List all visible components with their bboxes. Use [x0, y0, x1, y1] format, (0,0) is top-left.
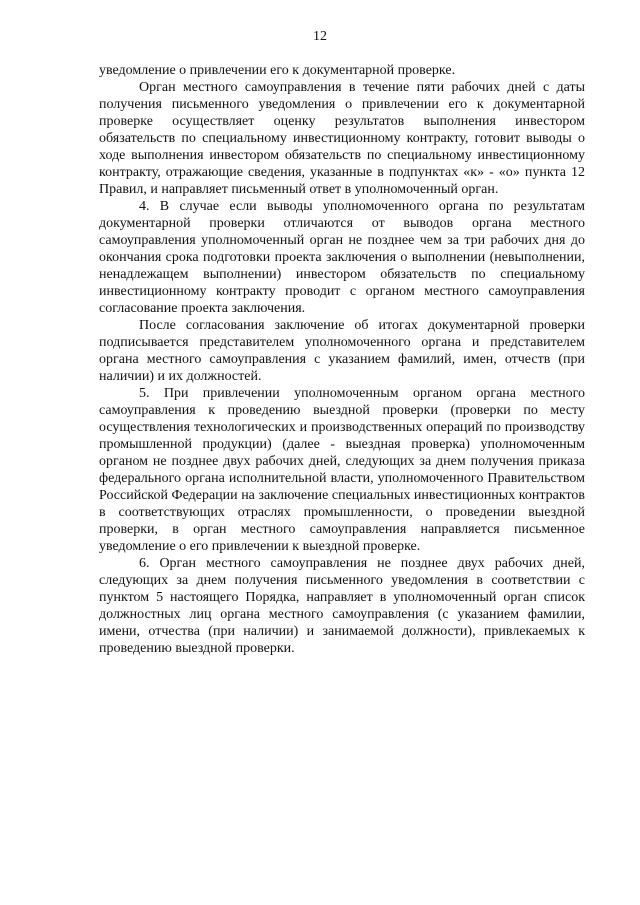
paragraph-continuation: уведомление о привлечении его к документарной проверке. [99, 63, 456, 78]
page-number: 12 [313, 29, 327, 44]
paragraph-item-6: 6. Орган местного самоуправления не позднее двух рабочих дней, следующих за днем получения письменного уведомления в соответствии с пунктом 5 настоящего Порядка, направляет в уполномоченный орган список должностных лиц органа местного самоуправления (с указанием фамилии, имени, отчества (при наличии) и занимаемой должности), привлекаемых к проведению выездной проверки. [99, 556, 585, 656]
paragraph-local-government-assessment: Орган местного самоуправления в течение пяти рабочих дней с даты получения письменного уведомления о привлечении его к документарной проверке осуществляет оценку результатов выполнения инвестором обязательств по специальному инвестиционному контракту, готовит выводы о ходе выполнения инвестором обязательств по специальному инвестиционному контракту, отражающие сведения, указанные в подпунктах «к» - «о» пункта 12 Правил, и направляет письменный ответ в уполномоченный орган. [99, 80, 585, 197]
document-body [99, 62, 585, 657]
paragraph-item-5: 5. При привлечении уполномоченным органом органа местного самоуправления к проведению выездной проверки (проверки по месту осуществления технологических и производственных операций по производству промышленной продукции) (далее - выездная проверка) уполномоченным органом не позднее двух рабочих дней, следующих за днем получения приказа федерального органа исполнительной власти, уполномоченного Правительством Российской Федерации на заключение специальных инвестиционных контрактов в соответствующих отраслях промышленности, о проведении выездной проверки, в орган местного самоуправления направляется письменное уведомление о его привлечении к выездной проверке. [99, 386, 585, 554]
paragraph-after-approval: После согласования заключение об итогах документарной проверки подписывается представителем уполномоченного органа и представителем органа местного самоуправления с указанием фамилий, имен, отчеств (при наличии) и их должностей. [99, 318, 585, 384]
paragraph-item-4: 4. В случае если выводы уполномоченного органа по результатам документарной проверки отличаются от выводов органа местного самоуправления уполномоченный орган не позднее чем за три рабочих дня до окончания срока подготовки проекта заключения о выполнении (невыполнении, ненадлежащем выполнении) инвестором обязательств по специальному инвестиционному контракту проводит с органом местного самоуправления согласование проекта заключения. [99, 199, 585, 316]
